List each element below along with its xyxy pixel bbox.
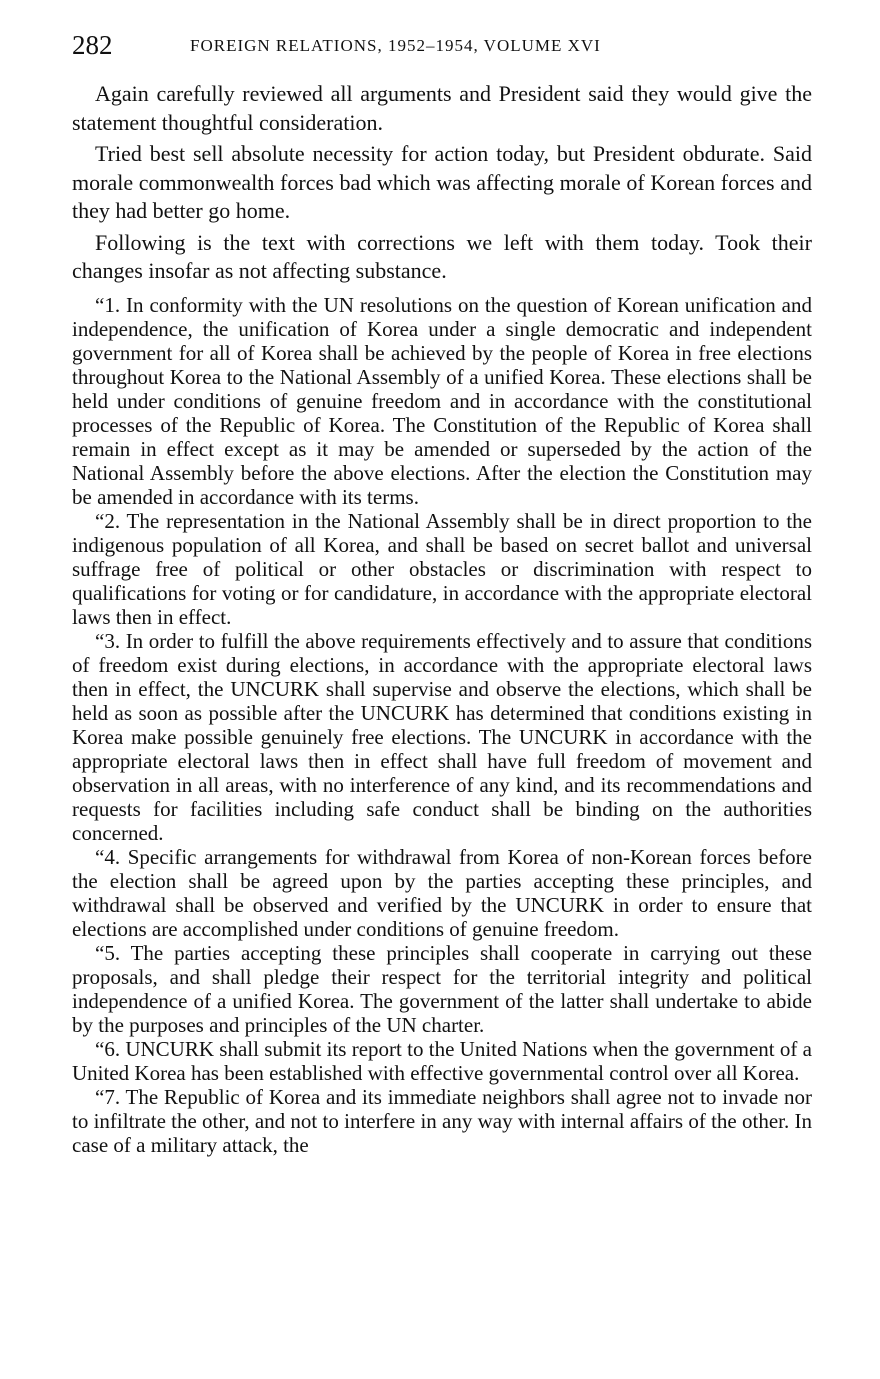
running-head (72, 28, 812, 62)
statement-paragraph-5: “5. The parties accepting these principles shall cooperate in carrying out these proposals, and shall pledge their respect for the territorial integrity and political independence of a unified Korea. The government of the latter shall undertake to abide by the purposes and principles of the UN charter. (72, 941, 812, 1037)
body-paragraph: Again carefully reviewed all arguments and President said they would give the statement thoughtful consideration. (72, 81, 812, 135)
running-head-title: FOREIGN RELATIONS, 1952–1954, VOLUME XVI (190, 36, 601, 55)
statement-paragraph-4: “4. Specific arrangements for withdrawal from Korea of non-Korean forces before the election shall be agreed upon by the parties accepting these principles, and withdrawal shall be observed and verified by the UNCURK in order to ensure that elections are accomplished under conditions of genuine freedom. (72, 845, 812, 941)
statement-paragraph-2: “2. The representation in the National Assembly shall be in direct proportion to the indigenous population of all Korea, and shall be based on secret ballot and universal suffrage free of political or other obstacles or discrimination with respect to qualifications for voting or for candidature, in accordance with the appropriate electoral laws then in effect. (72, 509, 812, 629)
statement-paragraph-3: “3. In order to fulfill the above requirements effectively and to assure that conditions of freedom exist during elections, in accordance with the appropriate electoral laws then in effect, the UNCURK shall supervise and observe the elections, which shall be held as soon as possible after the UNCURK has determined that conditions existing in Korea make possible genuinely free elections. The UNCURK in accordance with the appropriate electoral laws then in effect shall have full freedom of movement and observation in all areas, with no interference of any kind, and its recommendations and requests for facilities including safe conduct shall be binding on the authorities concerned. (72, 629, 812, 845)
body-paragraph: Following is the text with corrections we left with them today. Took their changes insofar as not affecting substance. (72, 229, 812, 283)
telegram-body (72, 80, 812, 289)
page-number: 282 (72, 30, 113, 60)
body-paragraph: Tried best sell absolute necessity for action today, but President obdurate. Said morale commonwealth forces bad which was affecting morale of Korean forces and they had better go home. (72, 141, 812, 223)
statement-paragraph-6: “6. UNCURK shall submit its report to the United Nations when the government of a United Korea has been established with effective governmental control over all Korea. (72, 1037, 812, 1085)
quoted-statement-text (72, 293, 812, 1157)
statement-paragraph-7: “7. The Republic of Korea and its immediate neighbors shall agree not to invade nor to infiltrate the other, and not to interfere in any way with internal affairs of the other. In case of a military attack, the (72, 1085, 812, 1157)
statement-paragraph-1: “1. In conformity with the UN resolutions on the question of Korean unification and independence, the unification of Korea under a single democratic and independent government for all of Korea shall be achieved by the people of Korea in free elections throughout Korea to the National Assembly of a unified Korea. These elections shall be held under conditions of genuine freedom and in accordance with the constitutional processes of the Republic of Korea. The Constitution of the Republic of Korea shall remain in effect except as it may be amended or superseded by the action of the National Assembly before the above elections. After the election the Constitution may be amended in accordance with its terms. (72, 293, 812, 509)
